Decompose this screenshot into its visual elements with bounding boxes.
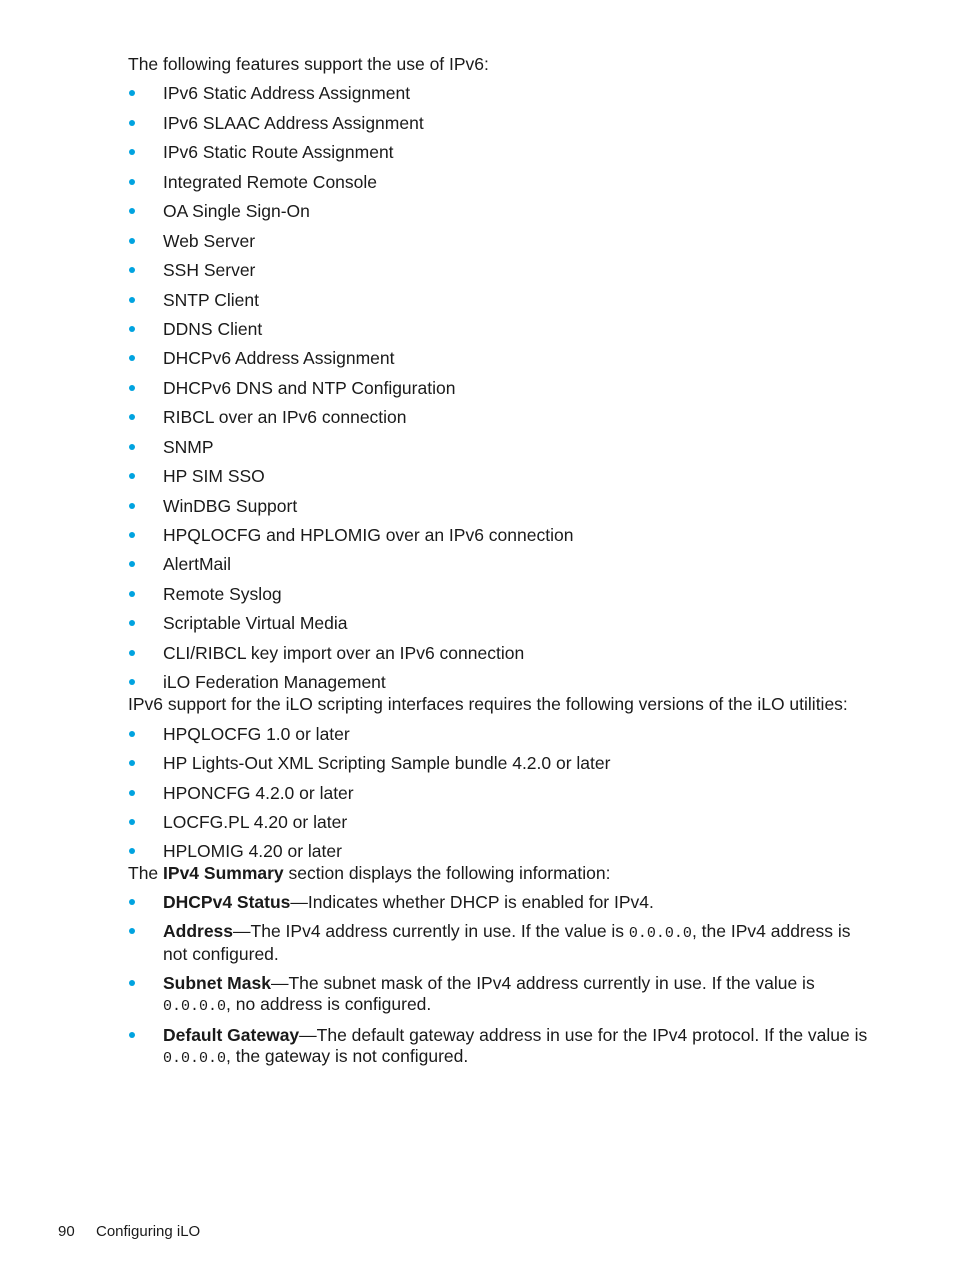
term: Address	[163, 921, 234, 942]
list-item-text: Remote Syslog	[163, 583, 282, 604]
list-item	[128, 200, 868, 222]
list-item	[128, 318, 868, 340]
bullet-icon	[129, 149, 135, 155]
description-tail: , no address is configured.	[226, 994, 432, 1015]
code-value: 0.0.0.0	[163, 1050, 227, 1068]
bullet-icon	[129, 760, 135, 766]
list-item-text: iLO Federation Management	[163, 672, 386, 693]
description-tail: , the gateway is not configured.	[226, 1046, 469, 1067]
bullet-icon	[129, 355, 135, 361]
bullet-icon	[129, 899, 135, 905]
list-item	[128, 723, 868, 745]
bullet-icon	[129, 790, 135, 796]
list-item	[128, 553, 868, 575]
footer-section-title: Configuring iLO	[96, 1223, 201, 1240]
list-item	[128, 642, 868, 664]
description: —Indicates whether DHCP is enabled for IPv4.	[290, 892, 654, 913]
intro-ipv4-summary	[128, 862, 868, 884]
list-item	[128, 347, 868, 369]
list-item	[128, 612, 868, 634]
page-content	[128, 53, 868, 1069]
list-item	[128, 921, 868, 965]
list-item-text: HPQLOCFG and HPLOMIG over an IPv6 connection	[163, 525, 574, 545]
list-item	[128, 782, 868, 804]
bullet-icon	[129, 980, 135, 986]
description: —The default gateway address in use for the IPv4 protocol. If the value is	[299, 1025, 868, 1046]
intro-text: section displays the following information:	[283, 863, 611, 884]
list-item	[128, 406, 868, 428]
bullet-icon	[129, 414, 135, 420]
list-item	[128, 752, 868, 774]
list-item-text: WinDBG Support	[163, 495, 298, 516]
list-item-text: IPv6 Static Address Assignment	[163, 83, 411, 104]
list-item-text: IPv6 Static Route Assignment	[163, 142, 394, 163]
bullet-icon	[129, 297, 135, 303]
list-item-text: HPQLOCFG 1.0 or later	[163, 723, 350, 744]
list-item	[128, 377, 868, 399]
bullet-icon	[129, 819, 135, 825]
bullet-icon	[129, 650, 135, 656]
bullet-icon	[129, 679, 135, 685]
bullet-icon	[129, 179, 135, 185]
bullet-icon	[129, 620, 135, 626]
bullet-icon	[129, 120, 135, 126]
bullet-icon	[129, 928, 135, 934]
list-item-text: HP SIM SSO	[163, 466, 265, 487]
list-item-text: Scriptable Virtual Media	[163, 613, 348, 634]
bullet-icon	[129, 731, 135, 737]
list-item	[128, 671, 868, 693]
list-item-text: SSH Server	[163, 260, 256, 281]
section-name: IPv4 Summary	[163, 863, 284, 884]
page-number: 90	[58, 1223, 75, 1240]
term: DHCPv4 Status	[163, 892, 291, 913]
term: Subnet Mask	[163, 973, 271, 994]
list-item	[128, 840, 868, 862]
list-item	[128, 112, 868, 134]
bullet-icon	[129, 1032, 135, 1038]
list-item-text: IPv6 SLAAC Address Assignment	[163, 112, 424, 133]
list-item	[128, 230, 868, 252]
ipv4-summary-list	[128, 892, 868, 1069]
list-item	[128, 82, 868, 104]
bullet-icon	[129, 532, 135, 538]
page-footer	[58, 1222, 200, 1242]
list-item	[128, 524, 868, 546]
description: —The subnet mask of the IPv4 address currently in use. If the value is	[270, 973, 815, 994]
ipv6-feature-list	[128, 82, 868, 693]
intro-ipv6-features: The following features support the use of IPv6:	[128, 54, 489, 74]
list-item	[128, 141, 868, 163]
bullet-icon	[129, 444, 135, 450]
description-tail: , the IPv4 address is not configured.	[163, 921, 851, 965]
bullet-icon	[129, 208, 135, 214]
utility-version-list	[128, 723, 868, 863]
list-item-text: HPLOMIG 4.20 or later	[163, 841, 342, 862]
list-item-text: DHCPv6 DNS and NTP Configuration	[163, 377, 456, 398]
list-item-text: OA Single Sign-On	[163, 201, 310, 222]
bullet-icon	[129, 503, 135, 509]
list-item	[128, 892, 868, 913]
list-item	[128, 465, 868, 487]
bullet-icon	[129, 90, 135, 96]
list-item	[128, 583, 868, 605]
bullet-icon	[129, 561, 135, 567]
list-item-text: Integrated Remote Console	[163, 171, 378, 192]
bullet-icon	[129, 385, 135, 391]
list-item	[128, 259, 868, 281]
list-item-text: SNTP Client	[163, 289, 259, 310]
bullet-icon	[129, 591, 135, 597]
list-item-text: HP Lights-Out XML Scripting Sample bundle 4.2.0 or later	[163, 753, 611, 774]
bullet-icon	[129, 326, 135, 332]
list-item	[128, 171, 868, 193]
term: Default Gateway	[163, 1025, 300, 1046]
list-item	[128, 289, 868, 311]
code-value: 0.0.0.0	[163, 998, 227, 1016]
bullet-icon	[129, 848, 135, 854]
bullet-icon	[129, 473, 135, 479]
list-item	[128, 495, 868, 517]
list-item	[128, 436, 868, 458]
list-item-text: DHCPv6 Address Assignment	[163, 348, 395, 369]
list-item-text: CLI/RIBCL key import over an IPv6 connection	[163, 642, 525, 663]
bullet-icon	[129, 238, 135, 244]
list-item	[128, 1025, 868, 1069]
code-value: 0.0.0.0	[628, 925, 692, 943]
list-item-text: Web Server	[163, 230, 256, 251]
list-item-text: HPONCFG 4.2.0 or later	[163, 782, 354, 803]
list-item-text: LOCFG.PL 4.20 or later	[163, 811, 348, 832]
description: —The IPv4 address currently in use. If the value is	[233, 921, 629, 942]
list-item	[128, 973, 868, 1017]
intro-scripting-versions: IPv6 support for the iLO scripting interfaces requires the following versions of the iLO utilities:	[128, 694, 848, 715]
list-item-text: SNMP	[163, 436, 214, 457]
bullet-icon	[129, 267, 135, 273]
list-item-text: RIBCL over an IPv6 connection	[163, 407, 407, 428]
intro-text: The	[128, 863, 164, 884]
list-item-text: DDNS Client	[163, 318, 263, 339]
list-item-text: AlertMail	[163, 554, 232, 575]
list-item	[128, 811, 868, 833]
